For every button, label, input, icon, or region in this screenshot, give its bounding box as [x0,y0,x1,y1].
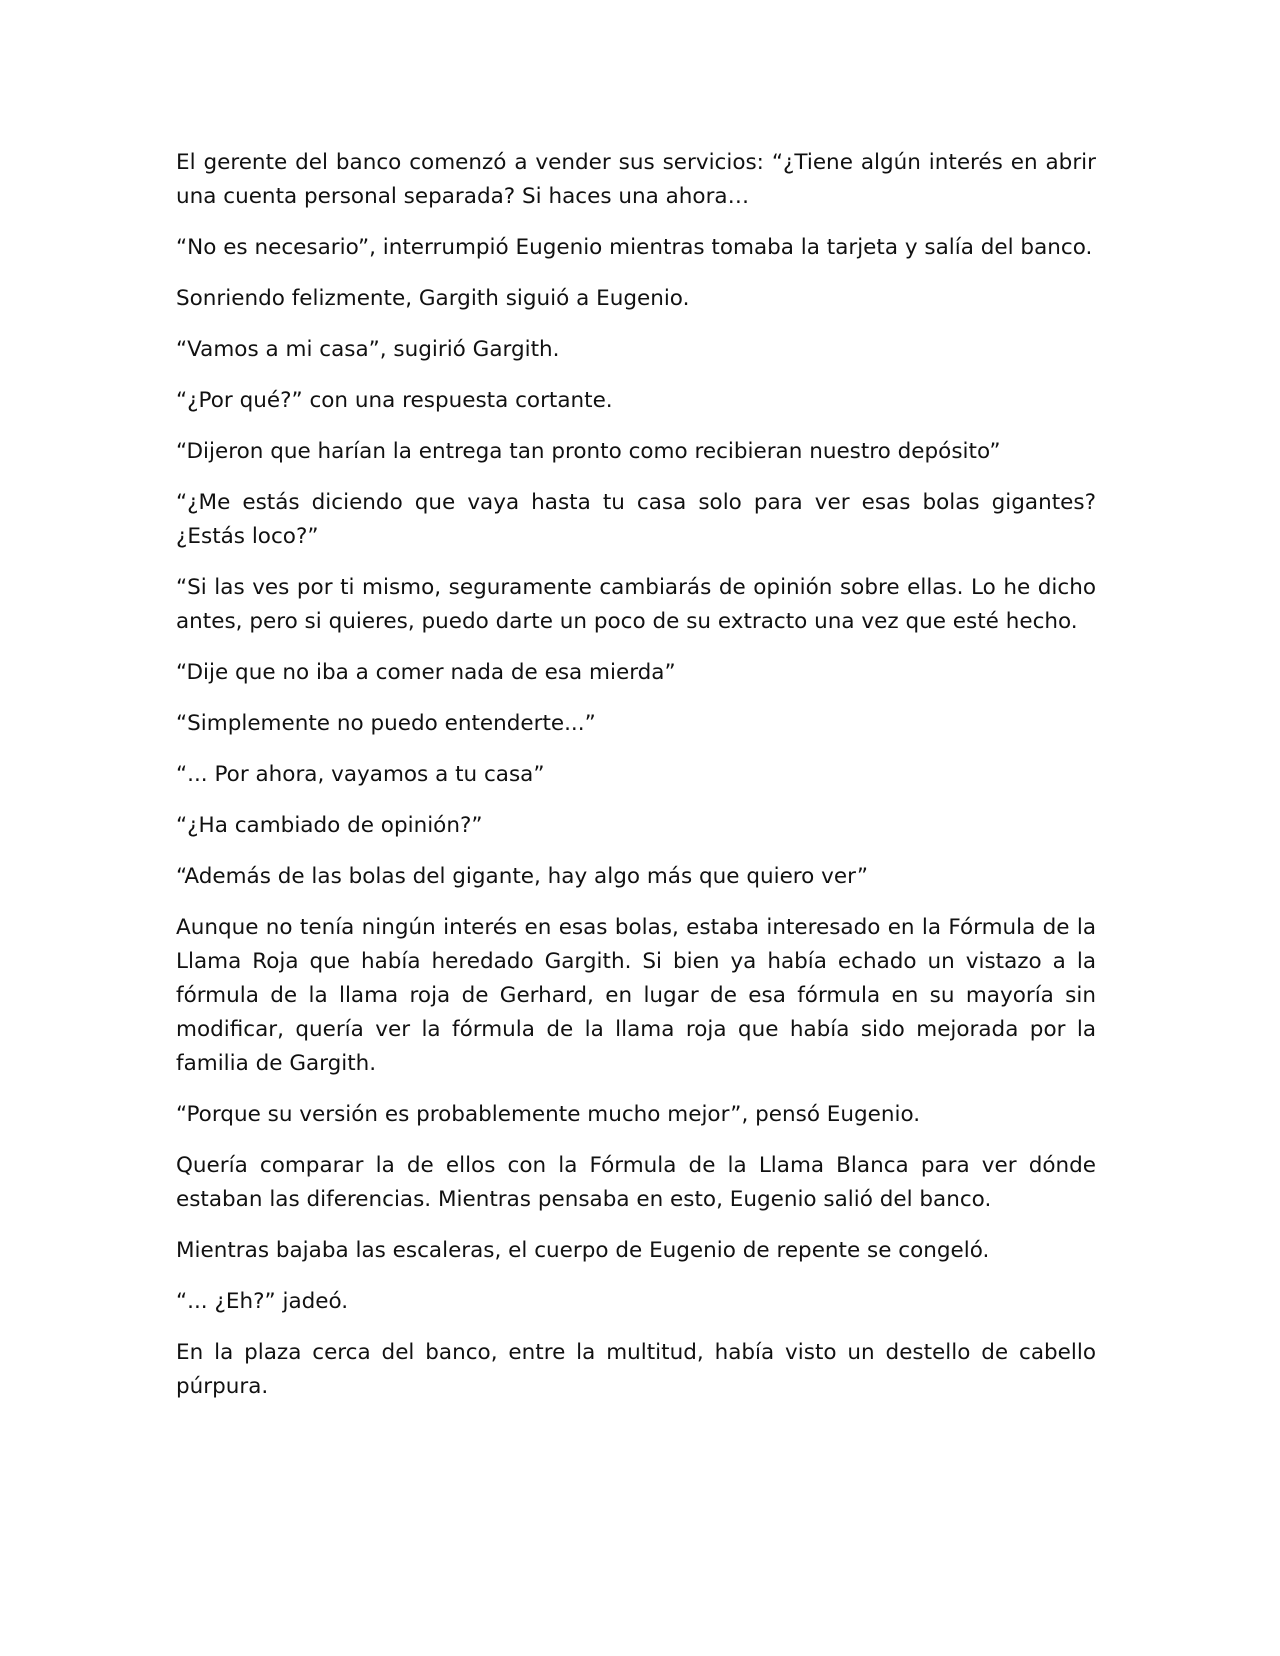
paragraph: Quería comparar la de ellos con la Fórmula de la Llama Blanca para ver dónde estaban las diferencias. Mientras pensaba en esto, Eugenio salió del banco. [176,1153,1096,1212]
paragraph: “No es necesario”, interrumpió Eugenio mientras tomaba la tarjeta y salía del banco. [176,235,1093,260]
paragraph: “¿Por qué?” con una respuesta cortante. [176,388,613,413]
paragraph: El gerente del banco comenzó a vender sus servicios: “¿Tiene algún interés en abrir una cuenta personal separada? Si haces una ahora… [176,150,1096,209]
paragraph: “Vamos a mi casa”, sugirió Gargith. [176,337,560,362]
paragraph: “Simplemente no puedo entenderte...” [176,711,596,736]
paragraph: En la plaza cerca del banco, entre la multitud, había visto un destello de cabello púrpura. [176,1340,1096,1399]
paragraph: “... Por ahora, vayamos a tu casa” [176,762,545,787]
paragraph: Sonriendo felizmente, Gargith siguió a Eugenio. [176,286,690,311]
document-body [176,146,1096,1421]
paragraph: “Porque su versión es probablemente mucho mejor”, pensó Eugenio. [176,1102,921,1127]
paragraph: “¿Ha cambiado de opinión?” [176,813,483,838]
paragraph: Mientras bajaba las escaleras, el cuerpo de Eugenio de repente se congeló. [176,1238,990,1263]
paragraph: “Dijeron que harían la entrega tan pronto como recibieran nuestro depósito” [176,439,1001,464]
paragraph: “¿Me estás diciendo que vaya hasta tu casa solo para ver esas bolas gigantes? ¿Estás loco?” [176,490,1096,549]
paragraph: “Además de las bolas del gigante, hay algo más que quiero ver” [176,864,868,889]
paragraph: Aunque no tenía ningún interés en esas bolas, estaba interesado en la Fórmula de la Llama Roja que había heredado Gargith. Si bien ya había echado un vistazo a la fórmula de la llama roja de Gerhard, en lugar de esa fórmula en su mayoría sin modificar, quería ver la fórmula de la llama roja que había sido mejorada por la familia de Gargith. [176,915,1096,1076]
paragraph: “Dije que no iba a comer nada de esa mierda” [176,660,676,685]
paragraph: “... ¿Eh?” jadeó. [176,1289,349,1314]
paragraph: “Si las ves por ti mismo, seguramente cambiarás de opinión sobre ellas. Lo he dicho antes, pero si quieres, puedo darte un poco de su extracto una vez que esté hecho. [176,575,1096,634]
